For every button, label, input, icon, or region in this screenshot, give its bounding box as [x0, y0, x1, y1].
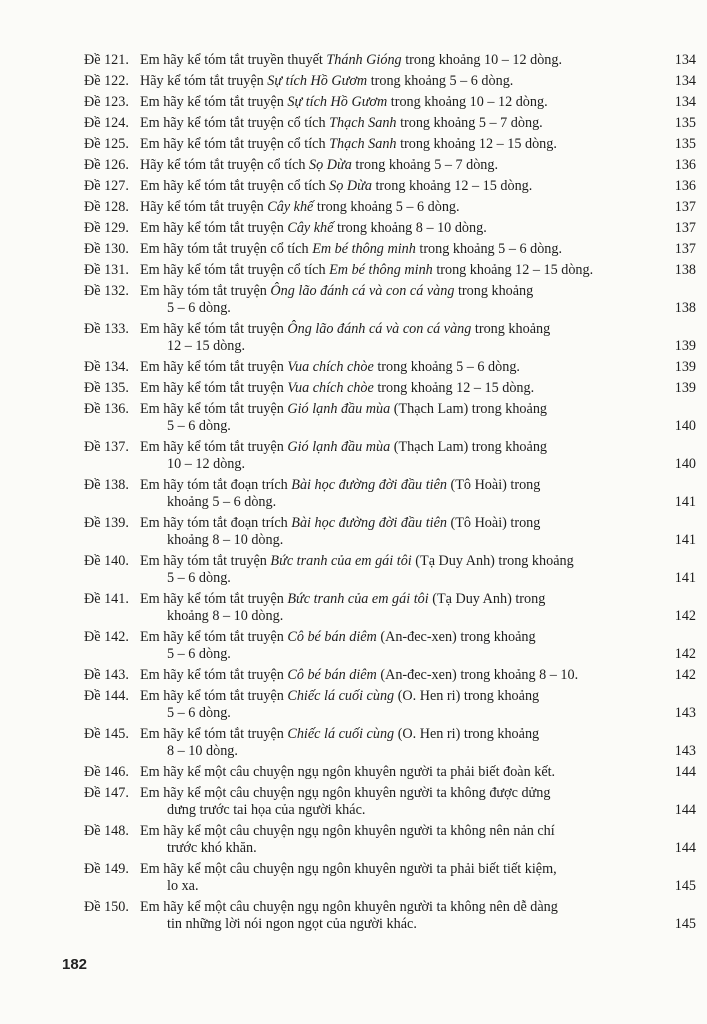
toc-entry [84, 136, 696, 153]
toc-entry [84, 726, 696, 760]
page-ref: 142 [674, 608, 696, 624]
entry-text: Hãy kể tóm tắt truyện cổ tích Sọ Dừa trong khoảng 5 – 7 dòng. [140, 157, 499, 173]
entry-text: Em hãy tóm tắt đoạn trích Bài học đường đời đầu tiên (Tô Hoài) trong [140, 515, 541, 531]
entry-label: Đề 138. [84, 477, 129, 493]
story-title: Cô bé bán diêm [287, 667, 377, 683]
entry-text: Em hãy kể tóm tắt truyện Gió lạnh đầu mùa (Thạch Lam) trong khoảng [140, 439, 548, 455]
entry-text: Em hãy kể tóm tắt truyện Chiếc lá cuối cùng (O. Hen ri) trong khoảng [140, 688, 540, 704]
page-ref: 135 [674, 115, 696, 131]
entry-text: Em hãy kể tóm tắt truyện Vua chích chòe trong khoảng 12 – 15 dòng. [140, 380, 535, 396]
page-ref: 141 [674, 532, 696, 548]
page-ref: 137 [674, 241, 696, 257]
toc-entry [84, 73, 696, 90]
entry-text: Em hãy kể tóm tắt truyện Bức tranh của em gái tôi (Tạ Duy Anh) trong [140, 591, 546, 607]
entry-label: Đề 131. [84, 262, 129, 278]
entry-text: Em hãy kể một câu chuyện ngụ ngôn khuyên người ta không được dửng [140, 785, 551, 801]
page-ref: 145 [674, 916, 696, 932]
page-ref: 140 [674, 418, 696, 434]
entry-label: Đề 140. [84, 553, 129, 569]
entry-label: Đề 126. [84, 157, 129, 173]
page-ref: 142 [674, 646, 696, 662]
entry-continuation: tin những lời nói ngon ngọt của người khác. [167, 916, 417, 932]
toc-entry [84, 178, 696, 195]
page-ref: 143 [674, 705, 696, 721]
entry-label: Đề 150. [84, 899, 129, 915]
toc-entry [84, 439, 696, 473]
entry-continuation: trước khó khăn. [167, 840, 257, 856]
entry-label: Đề 142. [84, 629, 129, 645]
story-title: Bài học đường đời đầu tiên [291, 477, 447, 493]
story-title: Thạch Sanh [329, 136, 397, 152]
entry-continuation: khoảng 5 – 6 dòng. [167, 494, 277, 510]
page-number: 182 [62, 956, 88, 973]
entry-label: Đề 132. [84, 283, 129, 299]
entry-label: Đề 139. [84, 515, 129, 531]
page-ref: 144 [674, 764, 696, 780]
entry-text: Em hãy kể một câu chuyện ngụ ngôn khuyên người ta phải biết tiết kiệm, [140, 861, 557, 877]
entry-text: Em hãy kể một câu chuyện ngụ ngôn khuyên người ta không nên dễ dàng [140, 899, 558, 915]
page-ref: 134 [674, 94, 696, 110]
entry-label: Đề 127. [84, 178, 129, 194]
entry-label: Đề 148. [84, 823, 129, 839]
story-title: Cô bé bán diêm [287, 629, 377, 645]
entry-continuation: dưng trước tai họa của người khác. [167, 802, 366, 818]
story-title: Thạch Sanh [329, 115, 397, 131]
entry-continuation: lo xa. [167, 878, 199, 894]
story-title: Cây khế [267, 199, 314, 215]
entry-text: Hãy kể tóm tắt truyện Sự tích Hồ Gươm trong khoảng 5 – 6 dòng. [140, 73, 514, 89]
entry-label: Đề 122. [84, 73, 129, 89]
story-title: Sự tích Hồ Gươm [267, 73, 368, 89]
entry-label: Đề 136. [84, 401, 129, 417]
entry-label: Đề 134. [84, 359, 129, 375]
page-ref: 138 [674, 300, 696, 316]
entry-label: Đề 128. [84, 199, 129, 215]
entry-text: Em hãy kể tóm tắt truyện Ông lão đánh cá và con cá vàng trong khoảng [140, 321, 551, 337]
toc-entry [84, 764, 696, 781]
toc-entry [84, 321, 696, 355]
entry-continuation: 12 – 15 dòng. [167, 338, 246, 354]
entry-continuation: khoảng 8 – 10 dòng. [167, 532, 284, 548]
story-title: Bức tranh của em gái tôi [287, 591, 429, 607]
toc-entry [84, 667, 696, 684]
page-ref: 134 [674, 52, 696, 68]
toc-entry [84, 115, 696, 132]
entry-continuation: 8 – 10 dòng. [167, 743, 238, 759]
entry-label: Đề 133. [84, 321, 129, 337]
entry-text: Em hãy kể tóm tắt truyện Cô bé bán diêm (An-đec-xen) trong khoảng [140, 629, 536, 645]
story-title: Sự tích Hồ Gươm [287, 94, 388, 110]
entry-label: Đề 121. [84, 52, 129, 68]
entry-label: Đề 135. [84, 380, 129, 396]
page-ref: 141 [674, 570, 696, 586]
page-ref: 137 [674, 220, 696, 236]
entry-text: Em hãy kể tóm tắt truyện cổ tích Em bé thông minh trong khoảng 12 – 15 dòng. [140, 262, 594, 278]
story-title: Ông lão đánh cá và con cá vàng [287, 321, 472, 337]
entry-text: Em hãy kể tóm tắt truyện Sự tích Hồ Gươm trong khoảng 10 – 12 dòng. [140, 94, 548, 110]
entry-text: Em hãy kể tóm tắt truyện Cây khế trong khoảng 8 – 10 dòng. [140, 220, 487, 236]
story-title: Bức tranh của em gái tôi [270, 553, 412, 569]
toc-entry [84, 94, 696, 111]
page-ref: 139 [674, 380, 696, 396]
page-ref: 137 [674, 199, 696, 215]
toc-entry [84, 199, 696, 216]
story-title: Gió lạnh đầu mùa [287, 439, 391, 455]
entry-continuation: 5 – 6 dòng. [167, 418, 231, 434]
story-title: Thánh Gióng [326, 52, 402, 68]
story-title: Chiếc lá cuối cùng [287, 726, 395, 742]
entry-label: Đề 141. [84, 591, 129, 607]
entry-label: Đề 137. [84, 439, 129, 455]
toc-entry [84, 515, 696, 549]
toc-entry [84, 785, 696, 819]
toc-entry [84, 401, 696, 435]
entry-label: Đề 144. [84, 688, 129, 704]
page-ref: 143 [674, 743, 696, 759]
story-title: Em bé thông minh [329, 262, 433, 278]
entry-text: Em hãy kể tóm tắt truyền thuyết Thánh Gióng trong khoảng 10 – 12 dòng. [140, 52, 563, 68]
entry-label: Đề 123. [84, 94, 129, 110]
entry-text: Em hãy kể một câu chuyện ngụ ngôn khuyên người ta không nên nản chí [140, 823, 555, 839]
entry-continuation: 5 – 6 dòng. [167, 300, 231, 316]
page-ref: 139 [674, 359, 696, 375]
story-title: Bài học đường đời đầu tiên [291, 515, 447, 531]
toc-entry [84, 283, 696, 317]
toc-entry [84, 688, 696, 722]
entry-label: Đề 149. [84, 861, 129, 877]
entry-text: Em hãy tóm tắt truyện Bức tranh của em gái tôi (Tạ Duy Anh) trong khoảng [140, 553, 574, 569]
toc-entry [84, 380, 696, 397]
entry-label: Đề 125. [84, 136, 129, 152]
entry-continuation: 5 – 6 dòng. [167, 705, 231, 721]
entry-text: Em hãy tóm tắt đoạn trích Bài học đường đời đầu tiên (Tô Hoài) trong [140, 477, 541, 493]
toc-entry [84, 823, 696, 857]
table-of-contents [84, 52, 696, 937]
toc-entry [84, 220, 696, 237]
page-ref: 142 [674, 667, 696, 683]
story-title: Sọ Dừa [309, 157, 352, 173]
story-title: Vua chích chòe [287, 359, 374, 375]
story-title: Vua chích chòe [287, 380, 374, 396]
entry-text: Em hãy tóm tắt truyện Ông lão đánh cá và con cá vàng trong khoảng [140, 283, 534, 299]
toc-entry [84, 477, 696, 511]
page-ref: 138 [674, 262, 696, 278]
toc-entry [84, 899, 696, 933]
entry-text: Em hãy kể tóm tắt truyện cổ tích Sọ Dừa trong khoảng 12 – 15 dòng. [140, 178, 533, 194]
toc-entry [84, 553, 696, 587]
toc-entry [84, 52, 696, 69]
toc-entry [84, 629, 696, 663]
entry-label: Đề 145. [84, 726, 129, 742]
toc-entry [84, 241, 696, 258]
entry-text: Em hãy tóm tắt truyện cổ tích Em bé thông minh trong khoảng 5 – 6 dòng. [140, 241, 563, 257]
entry-label: Đề 124. [84, 115, 129, 131]
entry-label: Đề 129. [84, 220, 129, 236]
toc-entry [84, 262, 696, 279]
page-ref: 136 [674, 157, 696, 173]
entry-text: Em hãy kể một câu chuyện ngụ ngôn khuyên người ta phải biết đoàn kết. [140, 764, 556, 780]
story-title: Gió lạnh đầu mùa [287, 401, 391, 417]
page-ref: 144 [674, 802, 696, 818]
entry-label: Đề 143. [84, 667, 129, 683]
entry-text: Em hãy kể tóm tắt truyện cổ tích Thạch Sanh trong khoảng 12 – 15 dòng. [140, 136, 557, 152]
page-ref: 141 [674, 494, 696, 510]
toc-entry [84, 591, 696, 625]
entry-label: Đề 130. [84, 241, 129, 257]
page-ref: 134 [674, 73, 696, 89]
page-ref: 140 [674, 456, 696, 472]
entry-text: Em hãy kể tóm tắt truyện Vua chích chòe trong khoảng 5 – 6 dòng. [140, 359, 520, 375]
story-title: Ông lão đánh cá và con cá vàng [270, 283, 455, 299]
entry-text: Em hãy kể tóm tắt truyện Cô bé bán diêm (An-đec-xen) trong khoảng 8 – 10. [140, 667, 579, 683]
entry-text: Em hãy kể tóm tắt truyện cổ tích Thạch Sanh trong khoảng 5 – 7 dòng. [140, 115, 543, 131]
toc-entry [84, 861, 696, 895]
page-ref: 144 [674, 840, 696, 856]
page-ref: 145 [674, 878, 696, 894]
entry-text: Em hãy kể tóm tắt truyện Gió lạnh đầu mùa (Thạch Lam) trong khoảng [140, 401, 548, 417]
entry-text: Hãy kể tóm tắt truyện Cây khế trong khoảng 5 – 6 dòng. [140, 199, 460, 215]
story-title: Chiếc lá cuối cùng [287, 688, 395, 704]
page-ref: 135 [674, 136, 696, 152]
entry-text: Em hãy kể tóm tắt truyện Chiếc lá cuối cùng (O. Hen ri) trong khoảng [140, 726, 540, 742]
entry-label: Đề 147. [84, 785, 129, 801]
story-title: Cây khế [287, 220, 334, 236]
entry-continuation: khoảng 8 – 10 dòng. [167, 608, 284, 624]
page-ref: 139 [674, 338, 696, 354]
story-title: Em bé thông minh [312, 241, 416, 257]
toc-entry [84, 359, 696, 376]
page-ref: 136 [674, 178, 696, 194]
entry-continuation: 5 – 6 dòng. [167, 570, 231, 586]
entry-continuation: 10 – 12 dòng. [167, 456, 246, 472]
story-title: Sọ Dừa [329, 178, 372, 194]
entry-label: Đề 146. [84, 764, 129, 780]
toc-entry [84, 157, 696, 174]
entry-continuation: 5 – 6 dòng. [167, 646, 231, 662]
